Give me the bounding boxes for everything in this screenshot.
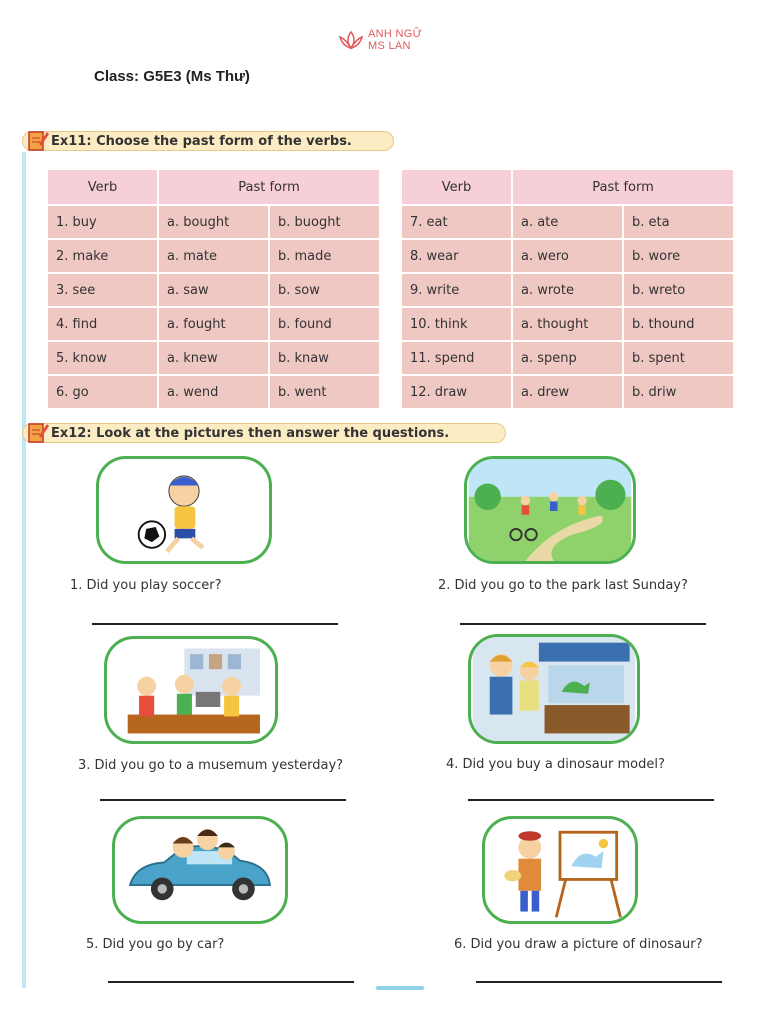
picture-park bbox=[464, 456, 636, 564]
option-b-cell[interactable]: b. sow bbox=[269, 273, 380, 307]
verb-cell: 5. know bbox=[47, 341, 158, 375]
table-row bbox=[401, 307, 734, 341]
option-a-cell[interactable]: a. drew bbox=[512, 375, 623, 409]
verb-cell: 9. write bbox=[401, 273, 512, 307]
verb-cell: 12. draw bbox=[401, 375, 512, 409]
answer-line-6[interactable] bbox=[476, 981, 722, 983]
option-a-cell[interactable]: a. wrote bbox=[512, 273, 623, 307]
option-b-cell[interactable]: b. found bbox=[269, 307, 380, 341]
verb-cell: 8. wear bbox=[401, 239, 512, 273]
option-b-cell[interactable]: b. buoght bbox=[269, 205, 380, 239]
option-b-cell[interactable]: b. driw bbox=[623, 375, 734, 409]
table-row bbox=[47, 273, 380, 307]
option-b-cell[interactable]: b. went bbox=[269, 375, 380, 409]
left-border-bar bbox=[22, 152, 26, 988]
question-5: 5. Did you go by car? bbox=[86, 937, 225, 952]
lotus-icon bbox=[338, 30, 364, 50]
table-row bbox=[401, 341, 734, 375]
option-a-cell[interactable]: a. spenp bbox=[512, 341, 623, 375]
option-b-cell[interactable]: b. made bbox=[269, 239, 380, 273]
past-form-header: Past form bbox=[512, 169, 734, 205]
question-2: 2. Did you go to the park last Sunday? bbox=[438, 578, 688, 593]
ex12-header bbox=[22, 423, 506, 443]
logo bbox=[338, 28, 448, 56]
ex12-title: Ex12: Look at the pictures then answer the questions. bbox=[51, 426, 450, 441]
page-tab-indicator bbox=[376, 986, 424, 990]
question-3: 3. Did you go to a musemum yesterday? bbox=[78, 758, 344, 773]
verb-cell: 10. think bbox=[401, 307, 512, 341]
answer-line-4[interactable] bbox=[468, 799, 714, 801]
family-car-illustration bbox=[115, 819, 285, 921]
table-row bbox=[47, 205, 380, 239]
picture-museum bbox=[104, 636, 278, 744]
verb-cell: 4. find bbox=[47, 307, 158, 341]
option-a-cell[interactable]: a. bought bbox=[158, 205, 269, 239]
picture-dinosaur-shop bbox=[468, 634, 640, 744]
option-a-cell[interactable]: a. mate bbox=[158, 239, 269, 273]
table-row bbox=[401, 375, 734, 409]
option-a-cell[interactable]: a. wend bbox=[158, 375, 269, 409]
park-illustration bbox=[467, 459, 633, 561]
logo-text bbox=[368, 28, 422, 52]
question-4: 4. Did you buy a dinosaur model? bbox=[446, 757, 665, 772]
verb-cell: 11. spend bbox=[401, 341, 512, 375]
verb-header: Verb bbox=[47, 169, 158, 205]
option-a-cell[interactable]: a. saw bbox=[158, 273, 269, 307]
table-row bbox=[401, 273, 734, 307]
dinosaur-shop-illustration bbox=[471, 637, 637, 741]
verb-cell: 1. buy bbox=[47, 205, 158, 239]
question-1: 1. Did you play soccer? bbox=[70, 578, 222, 593]
past-form-header: Past form bbox=[158, 169, 380, 205]
verb-table-right bbox=[400, 168, 735, 410]
option-a-cell[interactable]: a. wero bbox=[512, 239, 623, 273]
verb-cell: 2. make bbox=[47, 239, 158, 273]
girl-painting-illustration bbox=[485, 819, 635, 921]
option-a-cell[interactable]: a. thought bbox=[512, 307, 623, 341]
logo-line-2: MS LAN bbox=[368, 40, 411, 52]
ex11-header bbox=[22, 131, 394, 151]
picture-drawing bbox=[482, 816, 638, 924]
verb-cell: 3. see bbox=[47, 273, 158, 307]
option-a-cell[interactable]: a. ate bbox=[512, 205, 623, 239]
question-6: 6. Did you draw a picture of dinosaur? bbox=[454, 937, 703, 952]
table-row bbox=[47, 375, 380, 409]
museum-illustration bbox=[107, 639, 275, 741]
answer-line-1[interactable] bbox=[92, 623, 338, 625]
option-b-cell[interactable]: b. thound bbox=[623, 307, 734, 341]
picture-soccer bbox=[96, 456, 272, 564]
table-row bbox=[47, 239, 380, 273]
picture-car bbox=[112, 816, 288, 924]
logo-line-1: ANH NGỮ bbox=[368, 28, 423, 40]
table-row bbox=[401, 239, 734, 273]
table-row bbox=[47, 341, 380, 375]
option-a-cell[interactable]: a. knew bbox=[158, 341, 269, 375]
pencil-note-icon bbox=[27, 420, 49, 444]
table-row bbox=[401, 205, 734, 239]
option-b-cell[interactable]: b. knaw bbox=[269, 341, 380, 375]
verb-table-left bbox=[46, 168, 381, 410]
answer-line-5[interactable] bbox=[108, 981, 354, 983]
option-b-cell[interactable]: b. wore bbox=[623, 239, 734, 273]
ex11-title: Ex11: Choose the past form of the verbs. bbox=[51, 134, 352, 149]
verb-cell: 6. go bbox=[47, 375, 158, 409]
table-row bbox=[47, 307, 380, 341]
answer-line-3[interactable] bbox=[100, 799, 346, 801]
class-label: Class: G5E3 (Ms Thư) bbox=[94, 68, 250, 85]
verb-cell: 7. eat bbox=[401, 205, 512, 239]
option-b-cell[interactable]: b. eta bbox=[623, 205, 734, 239]
answer-line-2[interactable] bbox=[460, 623, 706, 625]
pencil-note-icon bbox=[27, 128, 49, 152]
option-b-cell[interactable]: b. wreto bbox=[623, 273, 734, 307]
option-a-cell[interactable]: a. fought bbox=[158, 307, 269, 341]
option-b-cell[interactable]: b. spent bbox=[623, 341, 734, 375]
verb-header: Verb bbox=[401, 169, 512, 205]
soccer-boy-illustration bbox=[99, 459, 269, 561]
